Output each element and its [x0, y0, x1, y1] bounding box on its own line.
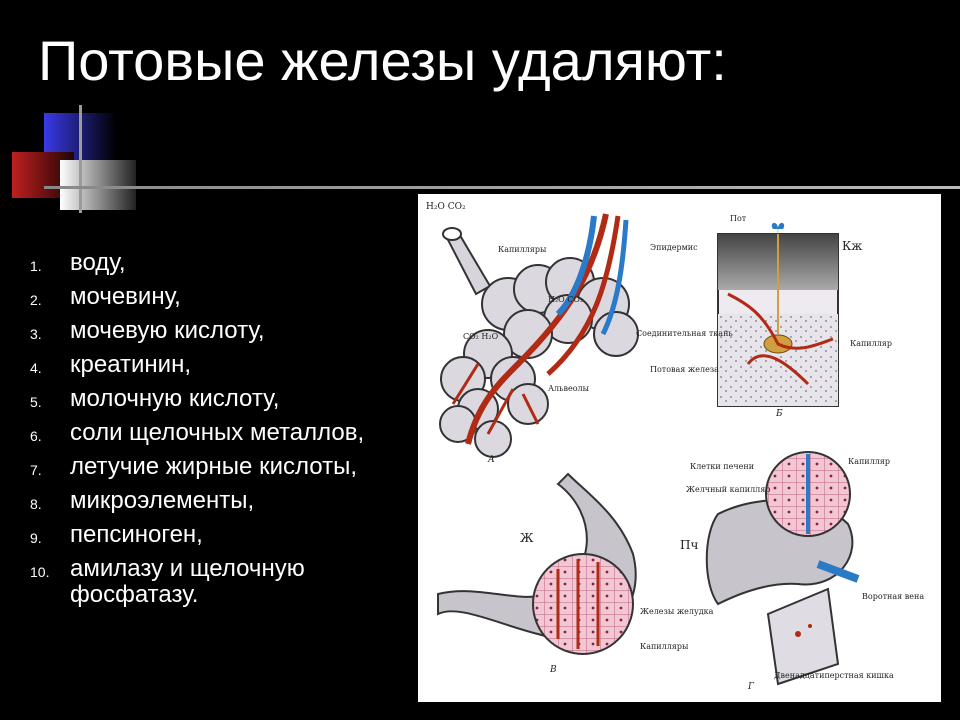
b-gland-label: Потовая железа [650, 365, 719, 374]
a-capillaries-label: Капилляры [498, 245, 547, 254]
g-duodenum-label: Двенадцатиперстная кишка [774, 671, 894, 680]
panel-v-stomach [438, 474, 714, 675]
list-item-text: воду, [70, 249, 126, 276]
list-item [30, 556, 370, 608]
g-portal-vein-label: Воротная вена [862, 592, 925, 601]
panel-b-skin [636, 214, 892, 419]
list-item-number: 4. [30, 360, 42, 376]
list-item-text: креатинин, [70, 351, 191, 378]
b-capillary-label: Капилляр [850, 339, 892, 348]
deco-vertical-line [79, 105, 82, 213]
figure-illustration [418, 194, 941, 702]
list-item-text: амилазу и щелочную фосфатазу. [70, 555, 305, 608]
list-item [30, 284, 370, 310]
list-item-text: соли щелочных металлов, [70, 419, 365, 446]
list-item-number: 8. [30, 496, 42, 512]
a-letter: А [488, 455, 495, 465]
list-item-text: летучие жирные кислоты, [70, 453, 357, 480]
list-item [30, 352, 370, 378]
list-item [30, 420, 370, 446]
list-item-number: 6. [30, 428, 42, 444]
deco-horizontal-line [44, 186, 960, 189]
panel-g-liver [680, 452, 924, 692]
g-liver-tag: Пч [680, 538, 699, 552]
list-item-text: мочевую кислоту, [70, 317, 265, 344]
g-liver-cells-label: Клетки печени [690, 462, 755, 471]
g-letter: Г [748, 682, 754, 692]
excretory-organs-figure [418, 194, 941, 702]
list-item-number: 3. [30, 326, 42, 342]
v-capillaries-label: Капилляры [640, 642, 689, 651]
list-item [30, 250, 370, 276]
b-sweat-label: Пот [730, 214, 747, 223]
deco-white-square [60, 160, 136, 210]
list-item [30, 522, 370, 548]
a-gas-left: CO₂ H₂O [463, 332, 499, 341]
list-item-text: пепсиноген, [70, 521, 203, 548]
a-alveoli-label: Альвеолы [548, 384, 589, 393]
list-item-text: микроэлементы, [70, 487, 255, 514]
b-connective-label: Соединительная ткань [636, 329, 733, 338]
list-item-number: 2. [30, 292, 42, 308]
list-item [30, 454, 370, 480]
slide-title: Потовые железы удаляют: [38, 29, 727, 92]
excretion-list [30, 250, 370, 616]
list-item [30, 318, 370, 344]
panel-a-lungs [426, 202, 638, 465]
a-gas-top: H₂O CO₂ [426, 202, 466, 212]
list-item-text: мочевину, [70, 283, 181, 310]
list-item [30, 386, 370, 412]
g-capillary-label: Капилляр [848, 457, 890, 466]
b-epidermis-label: Эпидермис [650, 243, 698, 252]
list-item-number: 10. [30, 564, 50, 580]
b-skin-tag: Кж [842, 239, 863, 253]
list-item [30, 488, 370, 514]
b-letter: Б [776, 409, 783, 419]
list-item-number: 1. [30, 258, 42, 274]
g-bile-cap-label: Желчный капилляр [686, 485, 771, 494]
list-item-text: молочную кислоту, [70, 385, 280, 412]
v-letter: В [550, 665, 557, 675]
list-item-number: 7. [30, 462, 42, 478]
v-glands-label: Железы желудка [640, 607, 714, 616]
v-stomach-tag: Ж [520, 531, 534, 545]
list-item-number: 9. [30, 530, 42, 546]
a-gas-mid: H₂O CO₂ [548, 295, 584, 304]
list-item-number: 5. [30, 394, 42, 410]
